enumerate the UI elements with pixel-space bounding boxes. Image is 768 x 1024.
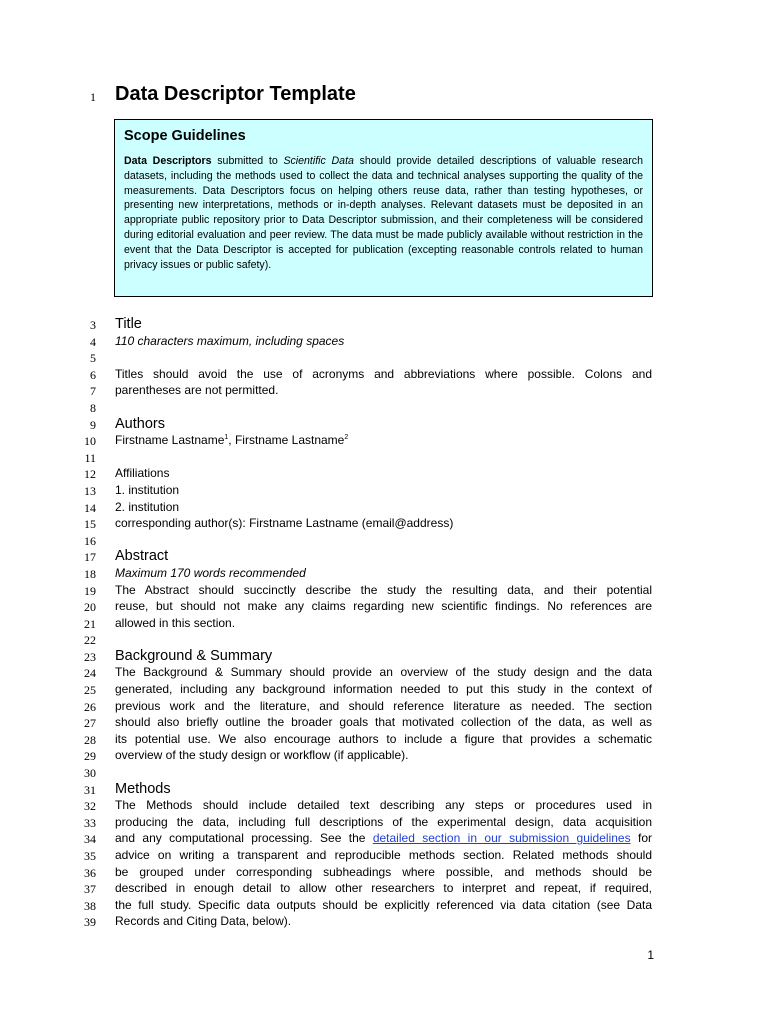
body-text: The Background & Summary should provide an overview of the study design and the data — [115, 665, 652, 680]
line — [0, 615, 768, 632]
section-heading-abstract: Abstract — [115, 548, 169, 565]
line-number: 4 — [90, 334, 96, 349]
title-instruction: 110 characters maximum, including spaces — [115, 333, 345, 348]
line-number: 23 — [84, 649, 96, 664]
body-text: the full study. Specific data outputs should be explicitly referenced via data citation (see Data — [115, 897, 652, 912]
line-number: 35 — [84, 849, 96, 863]
body-text: should also briefly outline the broader goals that motivated collection of the data, as well as — [115, 715, 652, 730]
line-number: 13 — [84, 483, 96, 498]
line — [0, 681, 768, 698]
body-text: producing the data, including full descriptions of the experimental design, data acquisition — [115, 814, 652, 829]
line-number: 22 — [84, 633, 96, 648]
line — [0, 847, 768, 864]
line — [0, 499, 768, 516]
line-number: 20 — [84, 600, 96, 615]
line — [0, 349, 768, 366]
line-number: 31 — [84, 782, 96, 797]
author-names: Firstname Lastname$^1$, Firstname Lastname$^2$ — [115, 433, 349, 448]
line-number: 18 — [84, 566, 96, 581]
line — [0, 664, 768, 681]
line-number: 36 — [84, 865, 96, 880]
scope-bold-lead: Data Descriptors — [124, 155, 212, 167]
line — [0, 449, 768, 466]
body-text: previous work and the literature, and should reference literature as needed. The section — [115, 698, 652, 713]
page-number: 1 — [647, 948, 654, 962]
line — [0, 532, 768, 549]
line — [0, 515, 768, 532]
line — [0, 382, 768, 399]
line — [0, 416, 768, 433]
line-number: 32 — [84, 799, 96, 814]
line-number: 38 — [84, 898, 96, 913]
body-text: reuse, but should not make any claims regarding new scientific findings. No references are — [115, 599, 652, 614]
scope-paragraph — [124, 154, 643, 272]
document-body — [0, 316, 768, 930]
line — [0, 814, 768, 831]
section-heading-background: Background & Summary — [115, 647, 273, 664]
line — [0, 316, 768, 333]
line — [0, 731, 768, 748]
scope-heading: Scope Guidelines — [124, 128, 246, 144]
line — [0, 482, 768, 499]
line-number: 15 — [84, 517, 96, 532]
line-number: 30 — [84, 766, 96, 781]
line — [0, 648, 768, 665]
line-number: 28 — [84, 732, 96, 747]
line-number: 37 — [84, 882, 96, 897]
scope-journal-name: Scientific Data — [283, 155, 354, 167]
line-number: 5 — [90, 351, 96, 366]
corresponding-author: corresponding author(s): Firstname Lastname (email@address) — [115, 516, 454, 531]
body-text: advice on writing a transparent and reproducible methods section. Related methods should — [115, 848, 652, 862]
line — [0, 631, 768, 648]
line-number: 11 — [84, 450, 96, 465]
scope-text: should provide detailed descriptions of valuable research datasets, including the methods used to collect the data and technical analyses supporting the quality of the measurements. Data Descriptors focus on helping others reuse data, rather than testing hypotheses, or presenting new interpretations, methods or in-depth analyses. Relevant datasets must be deposited in an appropriate public repository prior to Data Descriptor submission, and their completeness will be considered during editorial evaluation and peer review. The data must be made publicly available without restriction in the event that the Data Descriptor is accepted for publication (excepting reasonable controls related to human privacy issues or public safety). — [124, 155, 643, 271]
body-text: Titles should avoid the use of acronyms and abbreviations where possible. Colons and — [115, 366, 652, 381]
affiliation-item: 1. institution — [115, 482, 180, 497]
line-number: 16 — [84, 533, 96, 548]
line — [0, 864, 768, 881]
line-number: 6 — [90, 367, 96, 382]
line — [0, 698, 768, 715]
line — [0, 399, 768, 416]
line — [0, 366, 768, 383]
body-text: parentheses are not permitted. — [115, 383, 279, 398]
line — [0, 432, 768, 449]
line-number: 26 — [84, 699, 96, 714]
line-number: 34 — [84, 832, 96, 847]
affiliation-item: 2. institution — [115, 499, 180, 514]
line-number: 19 — [84, 583, 96, 598]
line — [0, 913, 768, 930]
line — [0, 764, 768, 781]
line-number: 39 — [84, 915, 96, 930]
section-heading-authors: Authors — [115, 415, 165, 432]
body-text: generated, including any background information needed to put this study in the context of — [115, 682, 652, 697]
body-text: allowed in this section. — [115, 615, 236, 630]
scope-guidelines-box — [114, 119, 653, 297]
line-number: 3 — [90, 318, 96, 332]
line — [0, 747, 768, 764]
line — [0, 598, 768, 615]
line-number: 14 — [84, 500, 96, 515]
affiliations-label: Affiliations — [115, 466, 170, 481]
body-text: described in enough detail to allow other researchers to interpret and repeat, if required, — [115, 881, 652, 896]
line — [0, 582, 768, 599]
document-title: Data Descriptor Template — [115, 83, 356, 105]
line — [0, 897, 768, 914]
line-number: 12 — [84, 467, 96, 482]
line-number: 9 — [90, 417, 96, 432]
line-number: 7 — [90, 384, 96, 399]
section-heading-title: Title — [115, 316, 142, 332]
line-number: 10 — [84, 434, 96, 449]
line — [0, 880, 768, 897]
line — [0, 797, 768, 814]
line-number: 27 — [84, 716, 96, 731]
line — [0, 465, 768, 482]
line — [0, 565, 768, 582]
line — [0, 781, 768, 798]
body-text: and any computational processing. See the detailed section in our submission guidelines for — [115, 831, 652, 846]
line-number: 33 — [84, 815, 96, 830]
line — [0, 333, 768, 350]
line — [0, 714, 768, 731]
line-number: 21 — [84, 616, 96, 631]
line-number: 24 — [84, 666, 96, 681]
body-text: Records and Citing Data, below). — [115, 914, 292, 929]
body-text: overview of the study design or workflow (if applicable). — [115, 748, 409, 763]
section-heading-methods: Methods — [115, 780, 171, 797]
line-number: 8 — [90, 400, 96, 415]
line — [0, 830, 768, 847]
body-text: its potential use. We also encourage authors to include a figure that provides a schematic — [115, 731, 652, 746]
body-text: The Methods should include detailed text describing any steps or procedures used in — [115, 798, 652, 813]
body-text: The Abstract should succinctly describe the study the resulting data, and their potential — [115, 582, 652, 597]
submission-guidelines-link[interactable]: detailed section in our submission guidelines — [372, 831, 631, 846]
abstract-instruction: Maximum 170 words recommended — [115, 565, 306, 580]
scope-text: submitted to — [211, 155, 284, 167]
body-text: be grouped under corresponding subheadings where possible, and methods should be — [115, 864, 652, 879]
line-number: 25 — [84, 683, 96, 698]
line-number: 17 — [84, 550, 96, 565]
line-number: 1 — [90, 90, 96, 104]
line — [0, 548, 768, 565]
line-number: 29 — [84, 749, 96, 764]
